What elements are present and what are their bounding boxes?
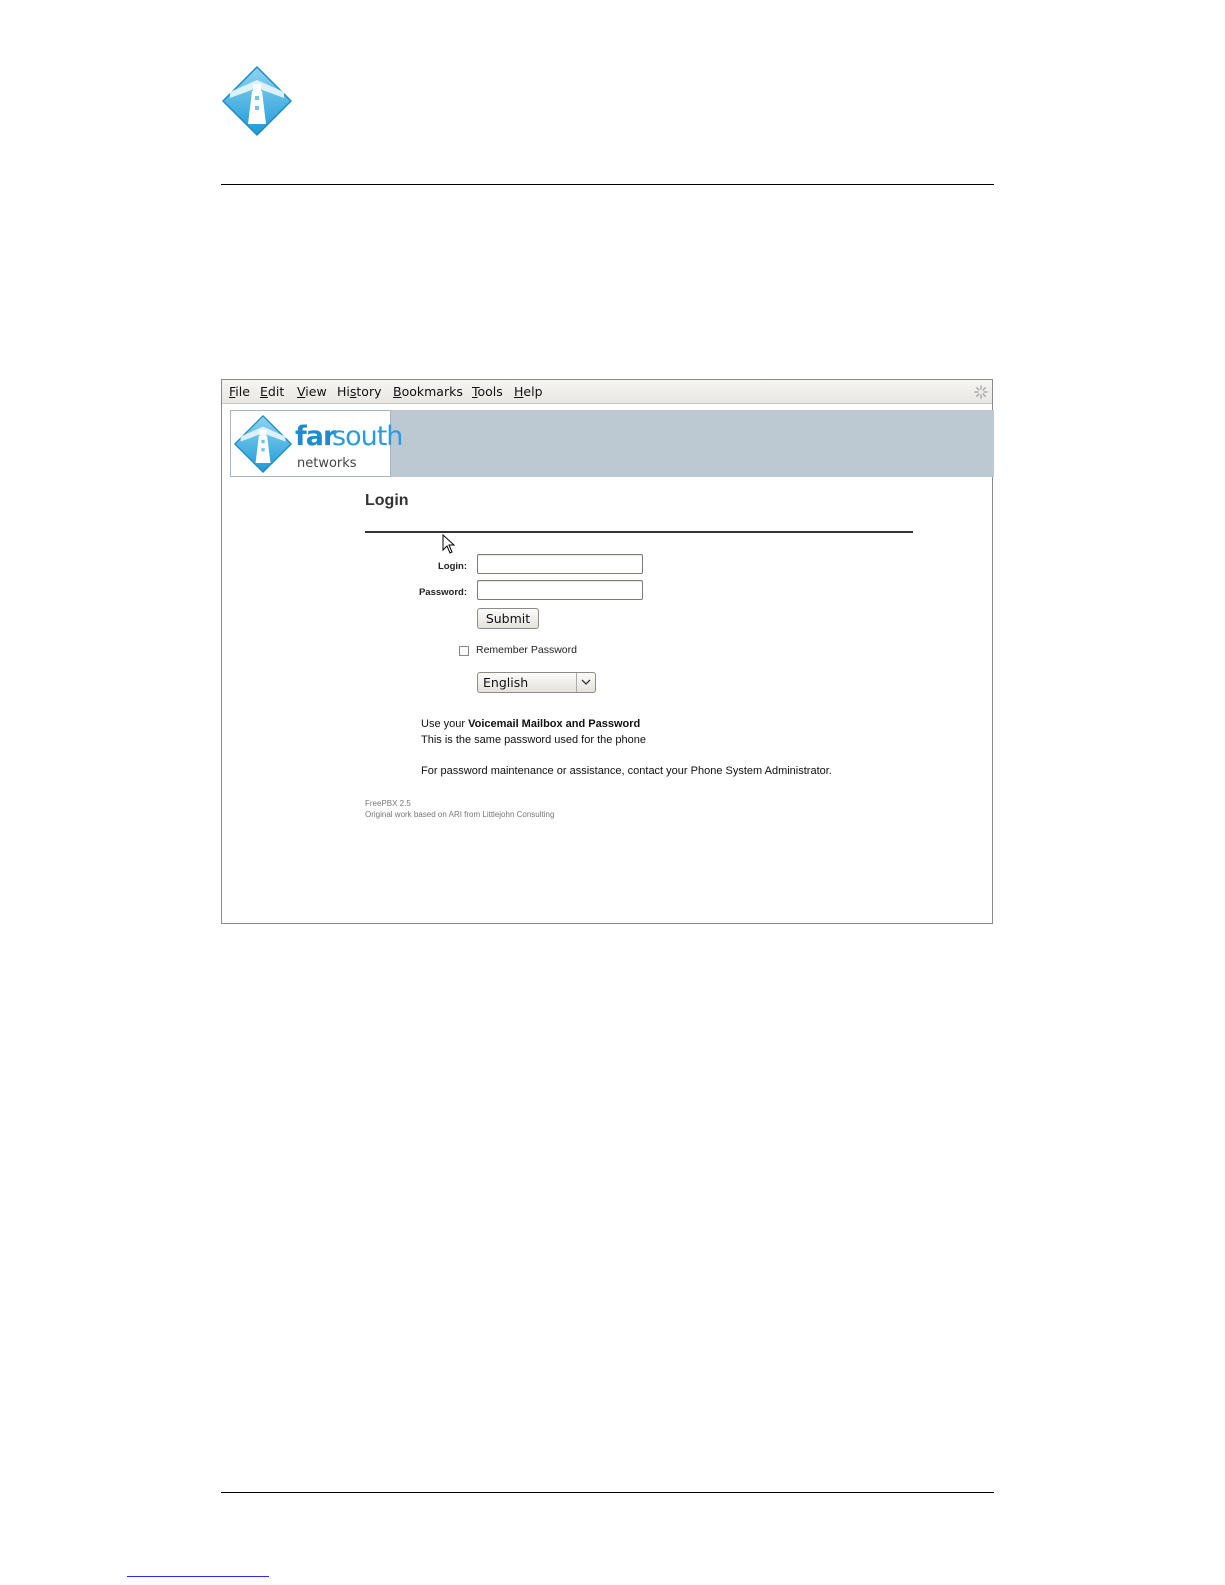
login-input[interactable] xyxy=(477,554,643,574)
mouse-pointer-icon xyxy=(442,534,456,554)
chevron-down-icon xyxy=(576,673,595,692)
info-line-1: Use your Voicemail Mailbox and Password xyxy=(421,718,641,730)
brand-far: far xyxy=(295,421,336,452)
menu-tools[interactable]: Tools xyxy=(472,384,503,399)
menu-edit[interactable]: Edit xyxy=(260,384,285,399)
password-label: Password: xyxy=(418,587,467,598)
site-banner xyxy=(230,410,994,477)
language-select[interactable] xyxy=(477,672,596,693)
submit-button[interactable]: Submit xyxy=(477,608,539,629)
title-rule xyxy=(365,531,913,533)
remember-password-label: Remember Password xyxy=(476,644,577,656)
menu-file[interactable]: File xyxy=(229,384,250,399)
page-title: Login xyxy=(365,492,409,509)
language-selected-value: English xyxy=(483,675,529,690)
footer-rule xyxy=(221,1492,994,1493)
browser-window xyxy=(221,379,993,924)
password-input[interactable] xyxy=(477,580,643,600)
header-rule xyxy=(221,184,994,185)
menu-view[interactable]: View xyxy=(297,384,327,399)
loading-throbber-icon xyxy=(974,385,988,399)
info-line-3: For password maintenance or assistance, contact your Phone System Administrator. xyxy=(421,765,832,777)
menu-bar xyxy=(222,380,992,404)
brand-south: south xyxy=(332,421,403,452)
menu-bookmarks[interactable]: Bookmarks xyxy=(393,384,463,399)
farsouth-logo[interactable] xyxy=(230,410,403,477)
menu-help[interactable]: Help xyxy=(514,384,543,399)
brand-networks: networks xyxy=(297,456,357,471)
remember-password-checkbox[interactable] xyxy=(459,646,469,656)
footnote-link-underline xyxy=(127,1576,269,1577)
version-text: FreePBX 2.5 xyxy=(365,799,411,808)
menu-history[interactable]: History xyxy=(337,384,382,399)
lighthouse-logo-icon xyxy=(222,66,292,136)
info-line-2: This is the same password used for the phone xyxy=(421,734,647,746)
credit-text: Original work based on ARI from Littlejohn Consulting xyxy=(365,810,555,819)
login-label: Login: xyxy=(437,561,467,572)
lighthouse-icon xyxy=(234,415,292,473)
